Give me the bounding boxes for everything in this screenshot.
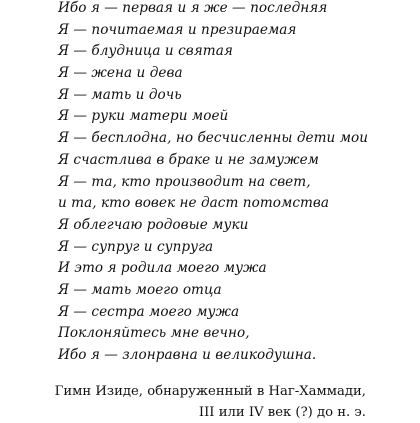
poem-line-9: Я — та, кто производит на свет, (58, 173, 311, 190)
poem-line-15: Я — сестра моего мужа (58, 303, 240, 320)
poem-line-2: Я — почитаемая и презираемая (58, 21, 297, 38)
poem-line-11: Я облегчаю родовые муки (58, 216, 249, 233)
poem-line-4: Я — жена и дева (58, 65, 183, 82)
poem (58, 0, 398, 367)
poem-line-3: Я — блудница и святая (58, 43, 233, 60)
poem-line-6: Я — руки матери моей (58, 108, 229, 125)
poem-line-13: И это я родила моего мужа (58, 260, 267, 277)
poem-line-8: Я счастлива в браке и не замужем (58, 151, 319, 168)
attribution-line-1: Гимн Изиде, обнаруженный в Наг-Хаммади, (54, 384, 366, 399)
poem-line-5: Я — мать и дочь (58, 86, 182, 103)
poem-line-14: Я — мать моего отца (58, 281, 222, 298)
poem-line-10: и та, кто вовек не даст потомства (58, 195, 330, 212)
poem-line-16: Поклоняйтесь мне вечно, (58, 325, 250, 342)
poem-line-12: Я — супруг и супруга (58, 238, 214, 255)
poem-line-1: Ибо я — первая и я же — последняя (58, 0, 328, 16)
attribution-line-2: III или IV век (?) до н. э. (198, 405, 366, 420)
poem-line-7: Я — бесплодна, но бесчисленны дети мои (58, 130, 369, 147)
poem-attribution (55, 381, 366, 423)
poem-line-17: Ибо я — злонравна и великодушна. (58, 347, 317, 363)
